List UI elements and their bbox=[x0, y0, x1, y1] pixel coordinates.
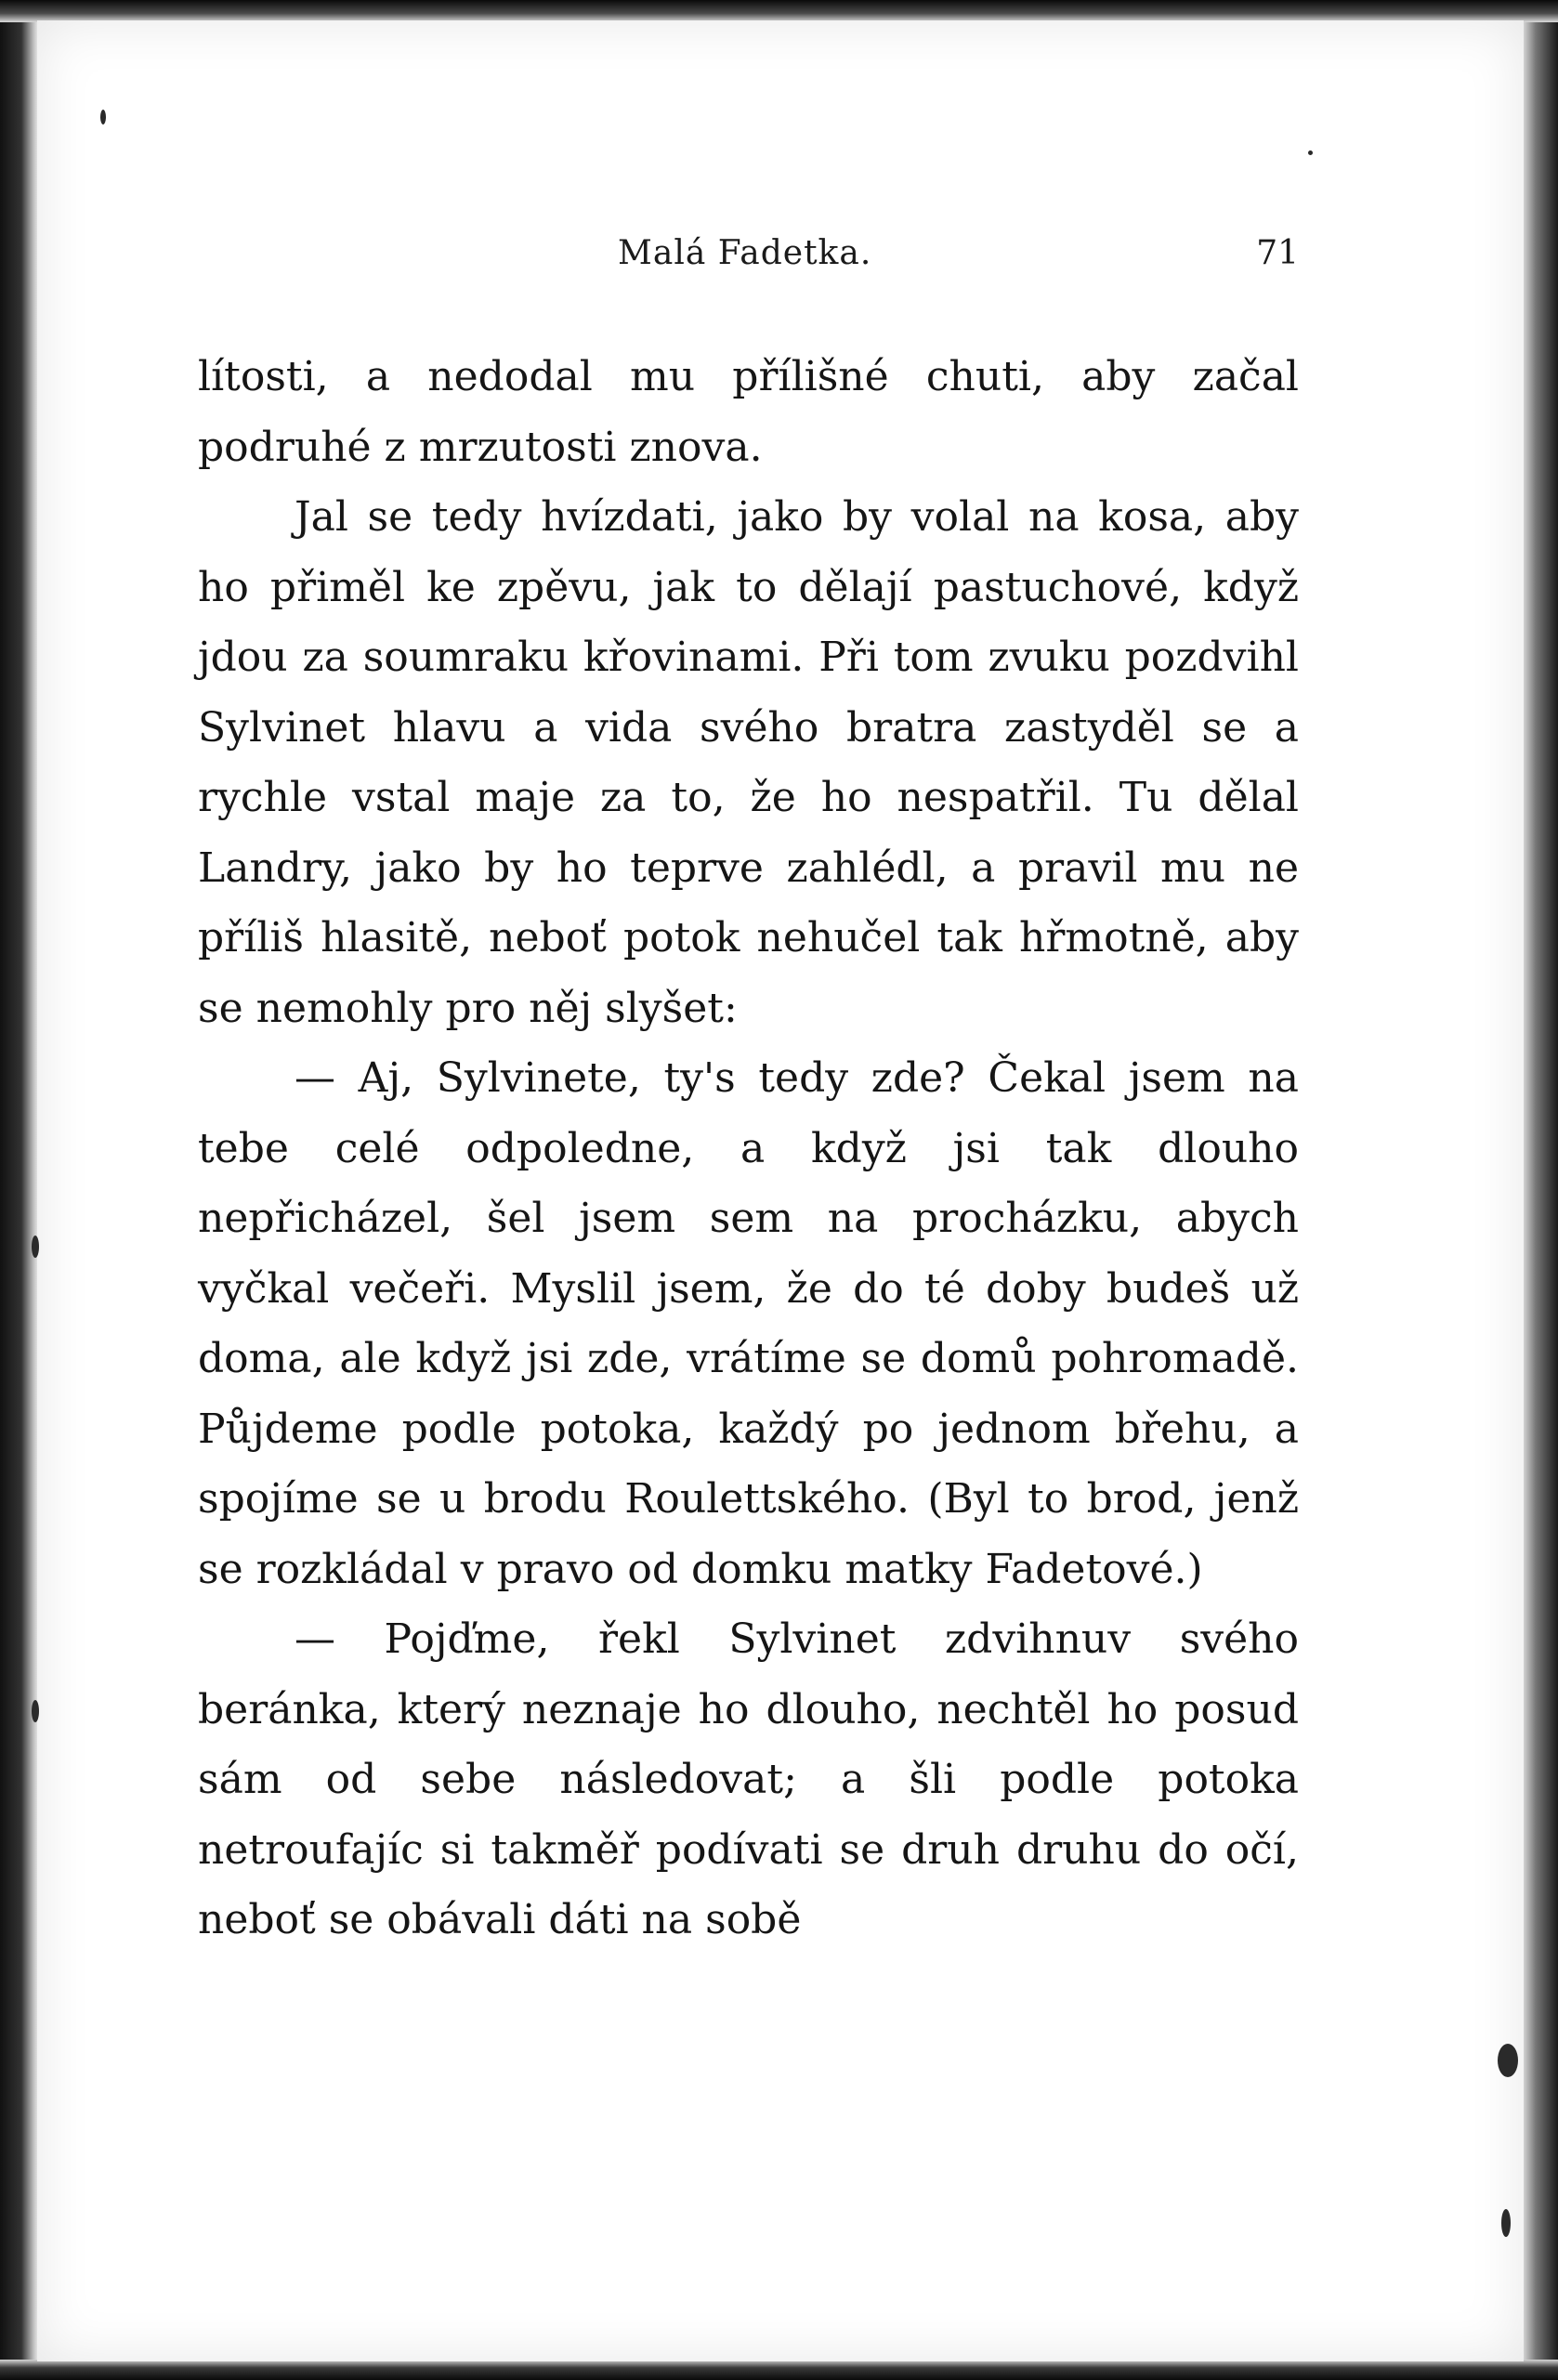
paragraph: — Aj, Sylvinete, ty's tedy zde? Čekal jsem na tebe celé odpoledne, a když jsi tak dlouho nepřicházel, šel jsem sem na procházku, abych vyčkal večeři. Myslil jsem, že do té doby budeš už doma, ale když jsi zde, vrátíme se domů pohromadě. Půjdeme podle potoka, každý po jednom břehu, a spojíme se u brodu Roulettského. (Byl to brod, jenž se rozkládal v pravo od domku matky Fadetové.) bbox=[198, 1054, 1299, 1593]
scan-speck bbox=[100, 110, 106, 124]
paragraph: Jal se tedy hvízdati, jako by volal na kosa, aby ho přiměl ke zpěvu, jak to dělají pastuchové, když jdou za soumraku křovinami. Při tom zvuku pozdvihl Sylvinet hlavu a vida svého bratra zastyděl se a rychle vstal maje za to, že ho nespatřil. Tu dělal Landry, jako by ho teprve zahlédl, a pravil mu ne příliš hlasitě, neboť potok nehučel tak hřmotně, aby se nemohly pro něj slyšet: bbox=[198, 493, 1299, 1032]
scan-speck bbox=[1498, 2044, 1518, 2077]
paragraph: — Pojďme, řekl Sylvinet zdvihnuv svého beránka, který neznaje ho dlouho, nechtěl ho posud sám od sebe následovat; a šli podle potoka netroufajíc si takměř podívati se druh druhu do očí, neboť se obávali dáti na sobě bbox=[198, 1615, 1299, 1943]
paragraph: lítosti, a nedodal mu přílišné chuti, aby začal podruhé z mrzutosti znova. bbox=[198, 353, 1299, 471]
running-header bbox=[198, 234, 1299, 281]
scan-speck bbox=[32, 1236, 39, 1258]
page-number: 71 bbox=[1256, 234, 1299, 272]
left-binding-shadow bbox=[0, 0, 39, 2380]
scan-speck bbox=[1501, 2209, 1511, 2237]
bottom-edge-shadow bbox=[0, 2360, 1558, 2380]
running-title: Malá Fadetka. bbox=[618, 234, 872, 272]
scan-speck bbox=[1308, 150, 1313, 155]
scan-speck bbox=[32, 1700, 39, 1722]
right-edge-shadow bbox=[1521, 0, 1558, 2380]
top-edge-shadow bbox=[0, 0, 1558, 22]
body-text bbox=[198, 342, 1299, 1955]
